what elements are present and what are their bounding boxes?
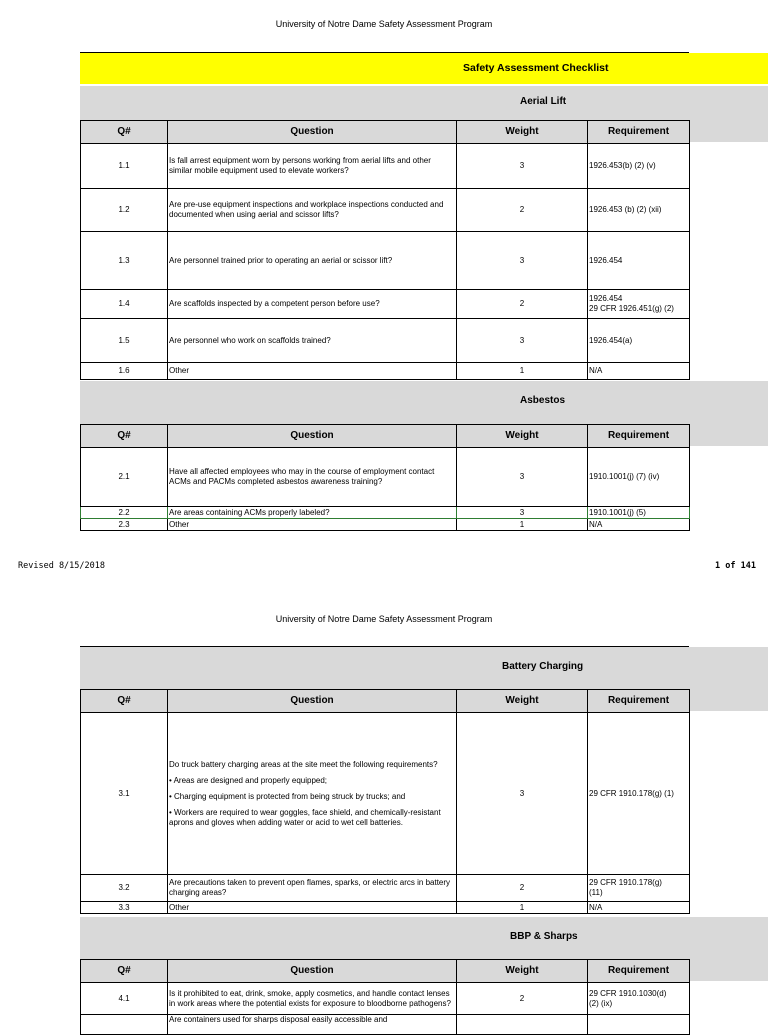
table-row [81, 363, 690, 380]
page-header: University of Notre Dame Safety Assessment Program [275, 614, 493, 624]
row-requirement: N/A [588, 519, 690, 531]
table-row [81, 189, 690, 232]
row-qnum: 1.4 [81, 290, 168, 319]
row-requirement: 29 CFR 1910.178(g) (1) [588, 713, 690, 875]
page-number: 1 of 141 [715, 561, 756, 571]
row-requirement: 1910.1001(j) (7) (iv) [588, 448, 690, 507]
row-weight: 3 [457, 713, 588, 875]
table-row [81, 319, 690, 363]
row-question: Are pre-use equipment inspections and workplace inspections conducted and documented when using aerial and scissor lifts? [168, 189, 457, 232]
page-header: University of Notre Dame Safety Assessment Program [275, 19, 493, 29]
row-question: Are containers used for sharps disposal easily accessible and [168, 1015, 457, 1035]
row-weight: 2 [457, 983, 588, 1015]
row-question: Have all affected employees who may in the course of employment contact ACMs and PACMs completed asbestos awareness training? [168, 448, 457, 507]
section-band-extension [689, 689, 768, 711]
row-requirement: N/A [588, 363, 690, 380]
col-question: Question [168, 121, 457, 144]
row-weight: 3 [457, 507, 588, 519]
col-requirement: Requirement [588, 121, 690, 144]
col-weight: Weight [457, 121, 588, 144]
section-band-battery-charging [80, 647, 768, 689]
row-weight: 3 [457, 448, 588, 507]
col-qnum: Q# [81, 425, 168, 448]
section-band-bbp-sharps [80, 917, 768, 959]
col-question: Question [168, 425, 457, 448]
table-header-row [81, 121, 690, 144]
row-requirement: 1926.453(b) (2) (v) [588, 144, 690, 189]
row-qnum [81, 1015, 168, 1035]
table-row [81, 519, 690, 531]
row-weight: 1 [457, 363, 588, 380]
battery-charging-table [80, 689, 690, 914]
section-band-asbestos [80, 381, 768, 424]
row-question [168, 713, 457, 875]
section-title-bbp-sharps: BBP & Sharps [510, 931, 578, 942]
col-qnum: Q# [81, 121, 168, 144]
row-question: Is fall arrest equipment worn by persons working from aerial lifts and other similar mobile equipment used to elevate workers? [168, 144, 457, 189]
row-qnum: 3.3 [81, 902, 168, 914]
table-header-row [81, 425, 690, 448]
section-title-battery-charging: Battery Charging [502, 661, 584, 672]
section-band-extension [689, 959, 768, 981]
revised-date: Revised 8/15/2018 [18, 561, 105, 571]
section-band-extension [689, 120, 768, 142]
row-question: Other [168, 519, 457, 531]
table-row [81, 144, 690, 189]
row-qnum: 1.6 [81, 363, 168, 380]
table-row [81, 448, 690, 507]
table-header-row [81, 690, 690, 713]
row-question: Are precautions taken to prevent open flames, sparks, or electric arcs in battery charging areas? [168, 875, 457, 902]
col-requirement: Requirement [588, 960, 690, 983]
row-qnum: 3.1 [81, 713, 168, 875]
section-band-extension [689, 424, 768, 446]
table-row [81, 713, 690, 875]
row-question: Other [168, 902, 457, 914]
row-question: Are scaffolds inspected by a competent person before use? [168, 290, 457, 319]
row-qnum: 4.1 [81, 983, 168, 1015]
col-question: Question [168, 690, 457, 713]
row-question: Are personnel who work on scaffolds trained? [168, 319, 457, 363]
col-weight: Weight [457, 690, 588, 713]
col-requirement: Requirement [588, 425, 690, 448]
question-bullet: • Workers are required to wear goggles, face shield, and chemically-resistant aprons and gloves when adding water or acid to wet cell batteries. [169, 807, 441, 827]
question-bullet: • Charging equipment is protected from being struck by trucks; and [169, 791, 406, 801]
table-row [81, 232, 690, 290]
row-requirement: 29 CFR 1910.178(g) (11) [588, 875, 690, 902]
section-title-asbestos: Asbestos [520, 395, 566, 406]
row-question: Is it prohibited to eat, drink, smoke, apply cosmetics, and handle contact lenses in work areas where the potential exists for exposure to bloodborne pathogens? [168, 983, 457, 1015]
row-requirement: N/A [588, 902, 690, 914]
row-weight: 3 [457, 232, 588, 290]
row-weight: 2 [457, 290, 588, 319]
col-qnum: Q# [81, 960, 168, 983]
section-band-aerial-lift [80, 86, 768, 120]
col-qnum: Q# [81, 690, 168, 713]
row-requirement: 1926.454 [588, 232, 690, 290]
row-qnum: 1.1 [81, 144, 168, 189]
row-requirement: 29 CFR 1910.1030(d) (2) (ix) [588, 983, 690, 1015]
table-row [81, 983, 690, 1015]
table-row [81, 1015, 690, 1035]
row-qnum: 3.2 [81, 875, 168, 902]
row-qnum: 2.2 [81, 507, 168, 519]
row-qnum: 1.5 [81, 319, 168, 363]
table-row [81, 290, 690, 319]
row-weight: 1 [457, 902, 588, 914]
title-bar [80, 53, 768, 84]
row-requirement: 1926.453 (b) (2) (xii) [588, 189, 690, 232]
row-requirement: 1926.454(a) [588, 319, 690, 363]
row-question: Are personnel trained prior to operating an aerial or scissor lift? [168, 232, 457, 290]
row-requirement: 1926.454 29 CFR 1926.451(g) (2) [588, 290, 690, 319]
row-qnum: 1.2 [81, 189, 168, 232]
row-requirement [588, 1015, 690, 1035]
row-question: Are areas containing ACMs properly labeled? [168, 507, 457, 519]
row-question: Other [168, 363, 457, 380]
row-weight: 2 [457, 189, 588, 232]
row-weight: 3 [457, 144, 588, 189]
question-line: Do truck battery charging areas at the site meet the following requirements? [169, 759, 438, 769]
section-title-aerial-lift: Aerial Lift [520, 96, 567, 107]
col-weight: Weight [457, 960, 588, 983]
row-weight: 3 [457, 319, 588, 363]
row-weight: 1 [457, 519, 588, 531]
row-qnum: 2.1 [81, 448, 168, 507]
asbestos-table [80, 424, 690, 531]
table-header-row [81, 960, 690, 983]
col-requirement: Requirement [588, 690, 690, 713]
table-row [81, 902, 690, 914]
row-weight [457, 1015, 588, 1035]
checklist-title: Safety Assessment Checklist [463, 62, 609, 74]
question-bullet: • Areas are designed and properly equipped; [169, 775, 328, 785]
col-weight: Weight [457, 425, 588, 448]
aerial-lift-table [80, 120, 690, 380]
row-qnum: 1.3 [81, 232, 168, 290]
row-qnum: 2.3 [81, 519, 168, 531]
row-requirement: 1910.1001(j) (5) [588, 507, 690, 519]
col-question: Question [168, 960, 457, 983]
table-row [81, 507, 690, 519]
table-row [81, 875, 690, 902]
row-weight: 2 [457, 875, 588, 902]
